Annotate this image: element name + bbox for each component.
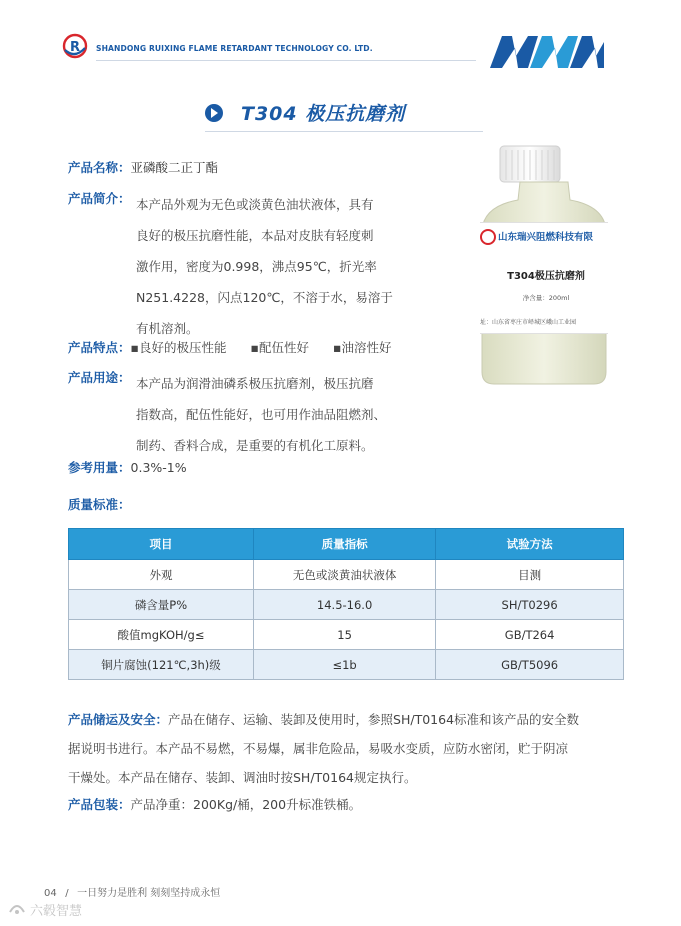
product-use-label: 产品用途 [68, 370, 119, 385]
table-row [69, 560, 624, 590]
play-arrow-icon [211, 108, 218, 118]
feature-item: ▪良好的极压性能 [130, 340, 227, 355]
page-number: 04 [44, 888, 57, 899]
table-cell: 酸值mgKOH/g≤ [69, 620, 254, 650]
storage-line: 据说明书进行。本产品不易燃，不易爆，属非危险品，易吸水变质，应防水密闭，贮于阴凉 [68, 741, 569, 756]
bottle-label-net: 净含量：200ml [522, 294, 570, 302]
table-cell: GB/T264 [436, 620, 624, 650]
bottle-label-address: 址：山东省枣庄市峄城区峨山工业园 [480, 319, 577, 326]
svg-text:R: R [70, 40, 81, 55]
company-logo [62, 33, 88, 59]
intro-line: 本产品外观为无色或淡黄色油状液体，具有 [136, 197, 374, 212]
product-use-text [136, 368, 386, 461]
page-title [205, 98, 485, 128]
header-divider [96, 60, 476, 61]
product-features-label: 产品特点 [68, 340, 119, 355]
packaging-row: 产品包装：产品净重：200Kg/桶，200升标准铁桶。 [68, 797, 362, 812]
column-header: 试验方法 [436, 529, 624, 560]
brand-wave-logo [490, 30, 608, 70]
column-header: 项目 [69, 529, 254, 560]
bottle-logo-icon [480, 229, 496, 245]
product-intro-label: 产品简介 [68, 191, 119, 206]
dosage-row: 参考用量：0.3%-1% [68, 460, 187, 475]
table-cell: 15 [254, 620, 436, 650]
product-intro-label-row: 产品简介： [68, 191, 131, 206]
packaging-value: 产品净重：200Kg/桶，200升标准铁桶。 [130, 797, 362, 812]
product-use-label-row: 产品用途： [68, 370, 131, 385]
quality-table [68, 528, 624, 680]
dosage-label: 参考用量 [68, 460, 119, 475]
product-name-row: 产品名称：亚磷酸二正丁酯 [68, 160, 219, 175]
bottle-label-company: 山东瑞兴阻燃科技有限 [498, 232, 594, 243]
intro-line: 良好的极压抗磨性能，本品对皮肤有轻度刺 [136, 228, 374, 243]
column-header: 质量指标 [254, 529, 436, 560]
table-cell: 14.5-16.0 [254, 590, 436, 620]
product-intro-text [136, 189, 393, 344]
table-cell: 外观 [69, 560, 254, 590]
intro-line: 激作用，密度为0.998，沸点95℃，折光率 [136, 259, 377, 274]
watermark-logo-icon [8, 902, 26, 916]
use-line: 制药、香料合成，是重要的有机化工原料。 [136, 438, 374, 453]
table-cell: 磷含量P% [69, 590, 254, 620]
intro-line: 有机溶剂。 [136, 321, 199, 336]
bottle-label [480, 222, 608, 334]
table-row [69, 620, 624, 650]
intro-line: N251.4228，闪点120℃，不溶于水，易溶于 [136, 290, 393, 305]
dosage-value: 0.3%-1% [130, 460, 187, 475]
table-cell: 目测 [436, 560, 624, 590]
storage-section [68, 705, 579, 792]
feature-item: ▪配伍性好 [250, 340, 309, 355]
quality-standard-label: 质量标准： [68, 497, 131, 512]
page-footer: 04 / 一日努力是胜利 刻刻坚持成永恒 [44, 888, 221, 899]
table-cell: SH/T0296 [436, 590, 624, 620]
table-row [69, 650, 624, 680]
storage-line: 干燥处。本产品在储存、装卸、调油时按SH/T0164规定执行。 [68, 770, 417, 785]
table-cell: 无色或淡黄油状液体 [254, 560, 436, 590]
bottle-label-product: T304极压抗磨剂 [507, 271, 585, 282]
storage-line: 产品储运及安全：产品在储存、运输、装卸及使用时，参照SH/T0164标准和该产品的安全数 [68, 712, 580, 727]
packaging-label: 产品包装 [68, 797, 119, 812]
title-text: T304 极压抗磨剂 [241, 103, 406, 125]
title-underline [205, 131, 483, 132]
table-cell: GB/T5096 [436, 650, 624, 680]
company-name: SHANDONG RUIXING FLAME RETARDANT TECHNOLOGY CO. LTD. [96, 44, 373, 53]
watermark-text: 六毂智慧 [30, 904, 83, 919]
product-name-label: 产品名称 [68, 160, 119, 175]
feature-item: ▪油溶性好 [333, 340, 392, 355]
storage-label: 产品储运及安全 [68, 712, 156, 727]
table-row [69, 590, 624, 620]
use-line: 本产品为润滑油磷系极压抗磨剂，极压抗磨 [136, 376, 374, 391]
footer-slogan: 一日努力是胜利 刻刻坚持成永恒 [77, 888, 221, 899]
table-cell: 铜片腐蚀(121℃,3h)级 [69, 650, 254, 680]
table-cell: ≤1b [254, 650, 436, 680]
product-name-value: 亚磷酸二正丁酯 [130, 160, 219, 175]
table-header-row [69, 529, 624, 560]
product-features-row: 产品特点：▪良好的极压性能 ▪配伍性好 ▪油溶性好 [68, 340, 392, 355]
use-line: 指数高，配伍性能好，也可用作油品阻燃剂、 [136, 407, 387, 422]
